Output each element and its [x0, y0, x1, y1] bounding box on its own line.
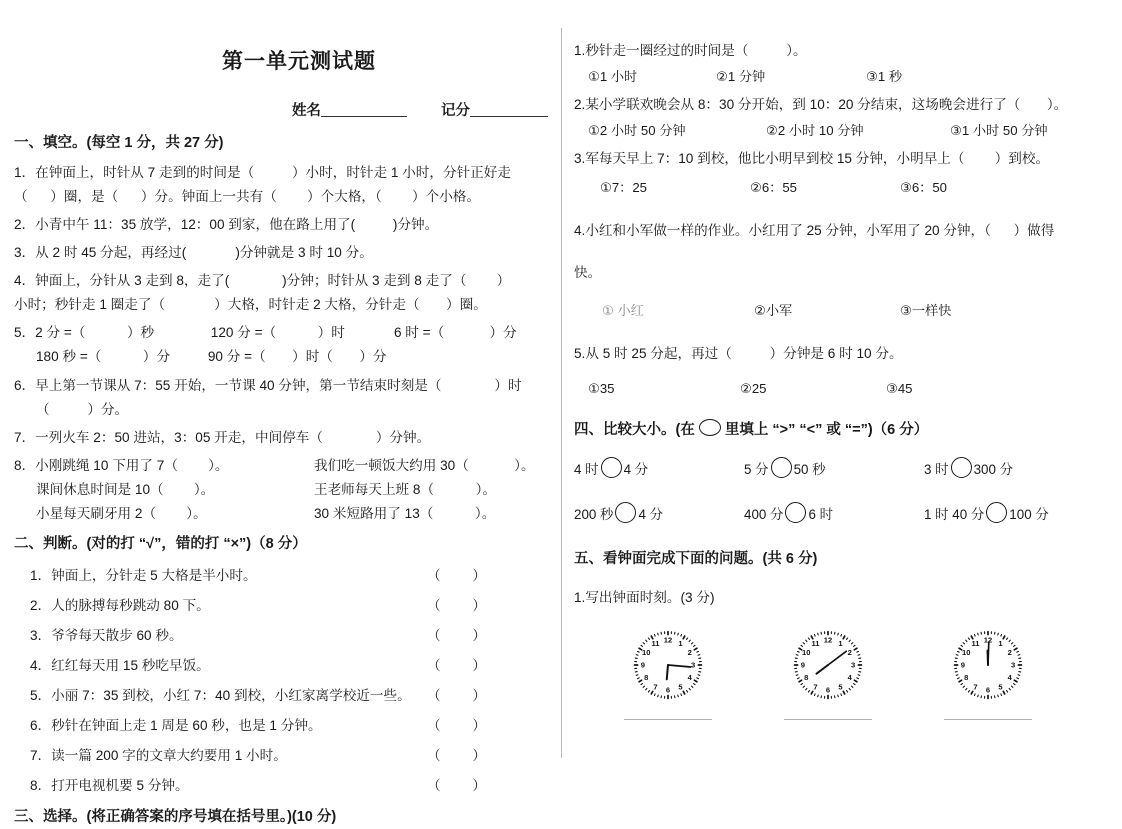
compare-left-1-1: 4 时 [574, 462, 599, 477]
svg-text:5: 5 [838, 682, 843, 691]
choice-3-option-3[interactable]: ③6：50 [900, 177, 947, 196]
clock-face-1-icon [630, 627, 706, 703]
page-title: 第一单元测试题 [222, 48, 554, 75]
choice-options-1 [574, 66, 1110, 85]
compare-cell-2-1 [574, 502, 744, 523]
fill-item-4b: 小时；秒针走 1 圈走了（ ）大格，时针走 2 大格，分针走（ ）圈。 [14, 294, 554, 315]
choice-5-option-3[interactable]: ③45 [886, 381, 913, 397]
svg-text:1: 1 [838, 639, 843, 648]
choice-1-option-1[interactable]: ①1 小时 [588, 66, 716, 85]
svg-text:2: 2 [688, 648, 692, 657]
judge-item-2 [14, 595, 554, 616]
svg-text:11: 11 [811, 639, 820, 648]
section-3-heading: 三、选择。(将正确答案的序号填在括号里。)(10 分) [14, 807, 554, 829]
compare-left-2-1: 200 秒 [574, 507, 613, 522]
fill-item-8-row-2 [14, 479, 554, 500]
compare-right-2-3: 100 分 [1009, 507, 1048, 522]
section-5-heading: 五、看钟面完成下面的问题。(共 6 分) [574, 549, 1110, 571]
judge-text-3: 3．爷爷每天散步 60 秒。 [30, 628, 183, 643]
name-label: 姓名 [292, 103, 321, 119]
choice-1-option-2[interactable]: ②1 分钟 [716, 66, 866, 85]
compare-cell-1-3 [924, 457, 1110, 478]
section-4-heading-part-b: 里填上 “>” “<” 或 “=”)（6 分） [725, 422, 928, 438]
fill-item-4a: 4．钟面上，分针从 3 走到 8，走了( )分钟；时针从 3 走到 8 走了（ ） [14, 270, 554, 291]
section-1-heading: 一、填空。(每空 1 分，共 27 分) [14, 133, 554, 155]
name-blank[interactable] [321, 102, 407, 117]
choice-2-option-3[interactable]: ③1 小时 50 分钟 [950, 120, 1048, 139]
judge-answer-5[interactable]: （ ） [427, 685, 500, 706]
judge-item-4 [14, 655, 554, 676]
clock-answer-line-2[interactable] [784, 719, 872, 720]
fill-item-1b: （ ）圈，是（ ）分。钟面上一共有（ ）个大格，（ ）个小格。 [14, 186, 554, 207]
svg-text:2: 2 [1008, 648, 1012, 657]
judge-text-2: 2．人的脉搏每秒跳动 80 下。 [30, 598, 210, 613]
compare-cell-1-2 [744, 457, 924, 478]
judge-text-5: 5．小丽 7：35 到校，小红 7：40 到校，小红家离学校近一些。 [30, 688, 411, 703]
svg-text:7: 7 [973, 682, 977, 691]
section-4-heading [574, 419, 1110, 442]
name-score-row [14, 99, 554, 120]
judge-answer-3[interactable]: （ ） [427, 625, 500, 646]
section-2-heading: 二、判断。(对的打 “√”，错的打 “×”)（8 分） [14, 534, 554, 556]
choice-question-2: 2.某小学联欢晚会从 8：30 分开始，到 10：20 分结束，这场晚会进行了（ ）。 [574, 94, 1110, 116]
left-column [14, 30, 554, 770]
compare-circle-1-3[interactable] [951, 457, 972, 478]
svg-text:3: 3 [691, 660, 695, 669]
svg-text:4: 4 [848, 673, 853, 682]
svg-text:10: 10 [802, 648, 810, 657]
choice-question-4-cont: 快。 [574, 262, 1110, 284]
judge-answer-7[interactable]: （ ） [427, 745, 500, 766]
fill-item-8-left-1: 8．小刚跳绳 10 下用了 7（ ）。 [14, 455, 314, 476]
judge-item-7 [14, 745, 554, 766]
choice-3-option-1[interactable]: ①7：25 [600, 177, 750, 196]
clock-answer-line-3[interactable] [944, 719, 1032, 720]
fill-item-2: 2．小青中午 11：35 放学，12：00 到家，他在路上用了( )分钟。 [14, 214, 554, 235]
judge-text-7: 7．读一篇 200 字的文章大约要用 1 小时。 [30, 748, 287, 763]
choice-options-3 [574, 177, 1110, 196]
svg-text:5: 5 [998, 682, 1003, 691]
judge-answer-6[interactable]: （ ） [427, 715, 500, 736]
compare-cell-2-3 [924, 502, 1110, 523]
judge-text-4: 4．红红每天用 15 秒吃早饭。 [30, 658, 210, 673]
choice-4-option-3[interactable]: ③一样快 [900, 300, 951, 319]
choice-3-option-2[interactable]: ②6：55 [750, 177, 900, 196]
clock-cell-1 [588, 627, 748, 720]
clock-face-3-icon [950, 627, 1026, 703]
fill-item-8-right-3: 30 米短路用了 13（ ）。 [314, 503, 495, 524]
fill-item-8-right-2: 王老师每天上班 8（ ）。 [314, 479, 496, 500]
choice-4-option-2[interactable]: ②小军 [754, 300, 900, 319]
fill-item-6a: 6．早上第一节课从 7：55 开始，一节课 40 分钟，第一节结束时刻是（ ）时 [14, 375, 554, 396]
fill-item-5b: 180 秒 =（ ）分 90 分 =（ ）时（ ）分 [14, 346, 554, 367]
column-divider [561, 28, 562, 758]
svg-text:9: 9 [961, 660, 965, 669]
fill-item-8-left-3: 小星每天刷牙用 2（ ）。 [36, 503, 314, 524]
svg-text:2: 2 [848, 648, 852, 657]
clock-cell-2 [748, 627, 908, 720]
svg-text:12: 12 [984, 635, 992, 644]
svg-text:9: 9 [641, 660, 645, 669]
section-4-heading-part-a: 四、比较大小。(在 [574, 422, 695, 438]
svg-text:8: 8 [964, 673, 968, 682]
svg-text:10: 10 [642, 648, 650, 657]
svg-text:1: 1 [998, 639, 1003, 648]
choice-options-4 [574, 300, 1110, 319]
compare-left-1-3: 3 时 [924, 462, 949, 477]
choice-2-option-1[interactable]: ①2 小时 50 分钟 [588, 120, 766, 139]
score-label: 记分 [441, 103, 470, 119]
choice-question-4: 4.小红和小军做一样的作业。小红用了 25 分钟，小军用了 20 分钟，（ ）做得 [574, 220, 1110, 242]
compare-circle-2-1[interactable] [615, 502, 636, 523]
choice-2-option-2[interactable]: ②2 小时 10 分钟 [766, 120, 950, 139]
svg-text:4: 4 [688, 673, 693, 682]
svg-text:8: 8 [644, 673, 648, 682]
svg-text:4: 4 [1008, 673, 1013, 682]
fill-item-7: 7．一列火车 2：50 进站，3：05 开走，中间停车（ ）分钟。 [14, 427, 554, 448]
fill-item-1a: 1．在钟面上，时针从 7 走到的时间是（ ）小时，时针走 1 小时，分针正好走 [14, 162, 554, 183]
judge-text-8: 8．打开电视机要 5 分钟。 [30, 778, 189, 793]
fill-item-5a: 5．2 分 =（ ）秒 120 分 =（ ）时 6 时 =（ ）分 [14, 322, 554, 343]
svg-text:11: 11 [971, 639, 980, 648]
clock-row [574, 627, 1110, 720]
compare-circle-2-3[interactable] [986, 502, 1007, 523]
svg-text:1: 1 [678, 639, 683, 648]
clock-face-2-icon [790, 627, 866, 703]
svg-text:6: 6 [666, 685, 670, 694]
compare-circle-2-2[interactable] [785, 502, 806, 523]
judge-answer-4[interactable]: （ ） [427, 655, 500, 676]
choice-4-option-1[interactable]: ① 小红 [602, 300, 754, 319]
choice-5-option-1[interactable]: ①35 [588, 381, 740, 397]
fill-item-8-left-2: 课间休息时间是 10（ ）。 [36, 479, 314, 500]
svg-text:11: 11 [651, 639, 660, 648]
section-5-subheading: 1.写出钟面时刻。(3 分) [574, 587, 1110, 609]
choice-question-1: 1.秒针走一圈经过的时间是（ ）。 [574, 40, 1110, 62]
judge-answer-8[interactable]: （ ） [427, 775, 500, 796]
svg-text:12: 12 [824, 635, 832, 644]
svg-text:12: 12 [664, 635, 672, 644]
svg-text:8: 8 [804, 673, 808, 682]
clock-cell-3 [908, 627, 1068, 720]
choice-options-2 [574, 120, 1110, 139]
svg-text:6: 6 [986, 685, 990, 694]
compare-row-2 [574, 502, 1110, 523]
compare-right-1-2: 50 秒 [794, 462, 826, 477]
judge-item-6 [14, 715, 554, 736]
judge-item-5 [14, 685, 554, 706]
choice-5-option-2[interactable]: ②25 [740, 381, 886, 397]
choice-question-3: 3.军每天早上 7：10 到校，他比小明早到校 15 分钟，小明早上（ ）到校。 [574, 148, 1110, 170]
compare-left-1-2: 5 分 [744, 462, 769, 477]
compare-right-1-3: 300 分 [974, 462, 1013, 477]
svg-text:3: 3 [1011, 660, 1015, 669]
judge-item-3 [14, 625, 554, 646]
fill-item-6b: （ ）分。 [14, 399, 554, 420]
svg-text:6: 6 [826, 685, 830, 694]
choice-1-option-3[interactable]: ③1 秒 [866, 66, 902, 85]
compare-cell-1-1 [574, 457, 744, 478]
clock-answer-line-1[interactable] [624, 719, 712, 720]
fill-item-3: 3．从 2 时 45 分起，再经过( )分钟就是 3 时 10 分。 [14, 242, 554, 263]
compare-circle-1-1[interactable] [601, 457, 622, 478]
fill-item-8-row-3 [14, 503, 554, 524]
svg-text:7: 7 [653, 682, 657, 691]
judge-item-1 [14, 565, 554, 586]
compare-circle-icon [699, 419, 721, 436]
compare-left-2-3: 1 时 40 分 [924, 507, 984, 522]
compare-left-2-2: 400 分 [744, 507, 783, 522]
score-blank[interactable] [470, 102, 548, 117]
fill-item-8-right-1: 我们吃一顿饭大约用 30（ ）。 [314, 455, 535, 476]
compare-cell-2-2 [744, 502, 924, 523]
choice-question-5: 5.从 5 时 25 分起，再过（ ）分钟是 6 时 10 分。 [574, 343, 1110, 365]
svg-text:5: 5 [678, 682, 683, 691]
compare-right-2-1: 4 分 [638, 507, 663, 522]
judge-text-1: 1．钟面上，分针走 5 大格是半小时。 [30, 568, 257, 583]
fill-item-8-row-1 [14, 455, 554, 476]
right-column [574, 40, 1110, 770]
compare-row-1 [574, 457, 1110, 478]
choice-options-5 [574, 381, 1110, 397]
compare-right-2-2: 6 时 [808, 507, 833, 522]
judge-answer-1[interactable]: （ ） [427, 565, 500, 586]
svg-text:3: 3 [851, 660, 855, 669]
judge-answer-2[interactable]: （ ） [427, 595, 500, 616]
compare-right-1-1: 4 分 [624, 462, 649, 477]
compare-circle-1-2[interactable] [771, 457, 792, 478]
judge-text-6: 6．秒针在钟面上走 1 周是 60 秒，也是 1 分钟。 [30, 718, 322, 733]
judge-item-8 [14, 775, 554, 796]
svg-text:7: 7 [813, 682, 817, 691]
svg-text:9: 9 [801, 660, 805, 669]
svg-text:10: 10 [962, 648, 970, 657]
